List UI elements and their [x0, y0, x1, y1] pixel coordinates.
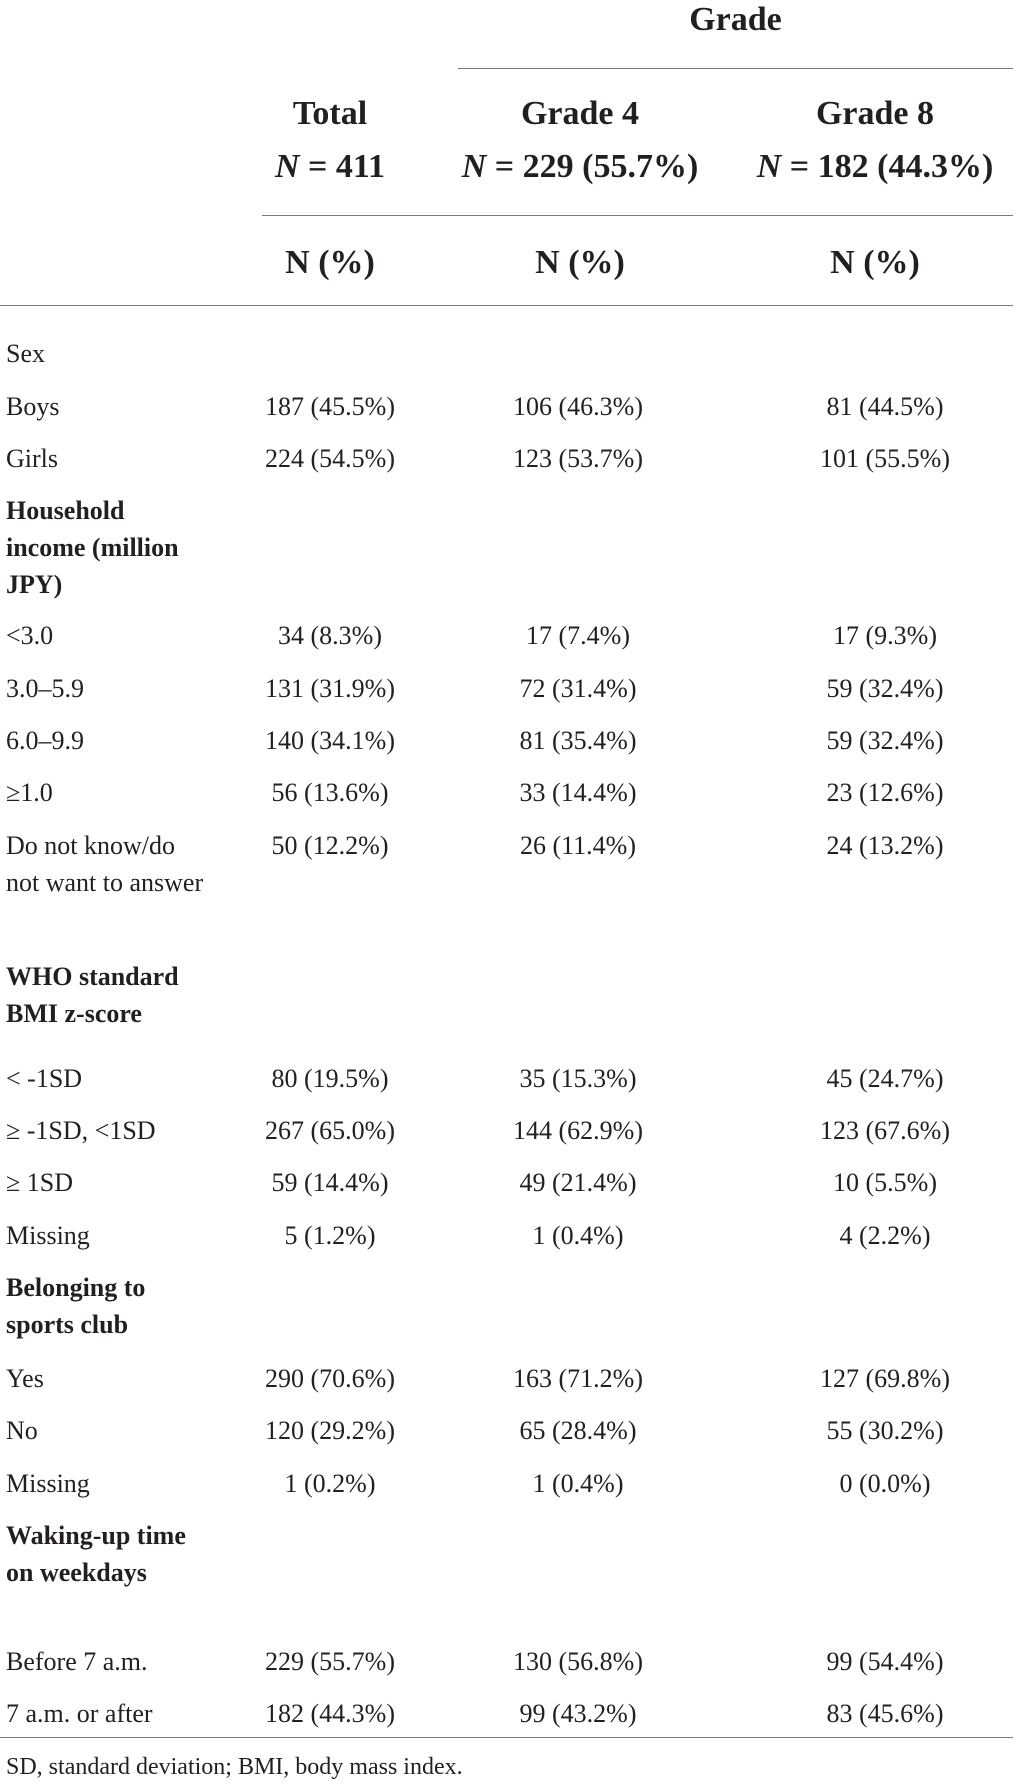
table-footnote: SD, standard deviation; BMI, body mass index. — [6, 1754, 463, 1780]
cell-grade4: 1 (0.4%) — [532, 1221, 624, 1250]
column-n-grade4: N = 229 (55.7%) — [461, 148, 699, 185]
cell-grade4: 17 (7.4%) — [526, 621, 630, 650]
cell-grade4: 49 (21.4%) — [519, 1168, 637, 1197]
cell-total: 229 (55.7%) — [265, 1647, 395, 1676]
grade-group-header: Grade — [689, 1, 782, 38]
cell-grade8: 0 (0.0%) — [839, 1469, 931, 1498]
cell-grade8: 4 (2.2%) — [839, 1221, 931, 1250]
cell-total: 182 (44.3%) — [265, 1699, 395, 1728]
row-label: Before 7 a.m. — [6, 1647, 148, 1676]
cell-grade8: 23 (12.6%) — [826, 778, 944, 807]
cell-grade8: 24 (13.2%) — [826, 831, 944, 860]
column-title-total: Total — [292, 95, 368, 132]
row-label: Girls — [6, 444, 58, 473]
cell-total: 267 (65.0%) — [265, 1116, 395, 1145]
cell-grade8: 59 (32.4%) — [826, 726, 944, 755]
cell-grade4: 26 (11.4%) — [519, 831, 636, 860]
cell-total: 1 (0.2%) — [284, 1469, 376, 1498]
cell-grade8: 59 (32.4%) — [826, 674, 944, 703]
column-header-rule — [262, 215, 1013, 216]
row-label: Do not know/do not want to answer — [6, 831, 204, 897]
table-bottom-rule — [0, 1737, 1013, 1738]
cell-total: 34 (8.3%) — [278, 621, 382, 650]
section-heading: Belonging to sports club — [6, 1273, 146, 1339]
cell-grade8: 123 (67.6%) — [820, 1116, 950, 1145]
cell-total: 120 (29.2%) — [265, 1416, 395, 1445]
row-label: < -1SD — [6, 1064, 83, 1093]
row-label: Missing — [6, 1221, 90, 1250]
stat-label-grade4: N (%) — [535, 244, 625, 281]
cell-grade4: 1 (0.4%) — [532, 1469, 624, 1498]
cell-total: 50 (12.2%) — [271, 831, 389, 860]
cell-grade4: 35 (15.3%) — [519, 1064, 637, 1093]
stat-label-total: N (%) — [285, 244, 375, 281]
row-label: ≥ 1SD — [6, 1168, 74, 1197]
column-title-grade4: Grade 4 — [520, 95, 640, 132]
cell-grade8: 55 (30.2%) — [826, 1416, 944, 1445]
cell-total: 56 (13.6%) — [271, 778, 389, 807]
grade-group-rule — [458, 68, 1013, 69]
row-label: ≥1.0 — [6, 778, 53, 807]
cell-grade4: 33 (14.4%) — [519, 778, 637, 807]
cell-grade8: 45 (24.7%) — [826, 1064, 944, 1093]
column-n-total: N = 411 — [274, 148, 386, 185]
cell-grade8: 17 (9.3%) — [833, 621, 937, 650]
row-label: 6.0–9.9 — [6, 726, 84, 755]
cell-grade8: 83 (45.6%) — [826, 1699, 944, 1728]
row-label: Yes — [6, 1364, 44, 1393]
cell-total: 59 (14.4%) — [271, 1168, 389, 1197]
row-label: Sex — [6, 339, 45, 368]
section-heading: Household income (million JPY) — [6, 496, 179, 599]
cell-total: 140 (34.1%) — [265, 726, 395, 755]
cell-grade8: 101 (55.5%) — [820, 444, 950, 473]
cell-total: 224 (54.5%) — [265, 444, 395, 473]
cell-grade4: 65 (28.4%) — [519, 1416, 637, 1445]
header-bottom-rule — [0, 305, 1013, 306]
cell-total: 131 (31.9%) — [265, 674, 395, 703]
cell-grade4: 163 (71.2%) — [513, 1364, 643, 1393]
cell-total: 5 (1.2%) — [284, 1221, 376, 1250]
cell-grade4: 99 (43.2%) — [519, 1699, 637, 1728]
cell-grade4: 123 (53.7%) — [513, 444, 643, 473]
cell-grade8: 10 (5.5%) — [833, 1168, 937, 1197]
cell-grade8: 127 (69.8%) — [820, 1364, 950, 1393]
cell-grade4: 144 (62.9%) — [513, 1116, 643, 1145]
cell-grade4: 106 (46.3%) — [513, 392, 643, 421]
cell-grade4: 72 (31.4%) — [519, 674, 637, 703]
cell-total: 187 (45.5%) — [265, 392, 395, 421]
row-label: Boys — [6, 392, 60, 421]
section-heading: WHO standard BMI z-score — [6, 962, 179, 1028]
row-label: 3.0–5.9 — [6, 674, 84, 703]
cell-total: 80 (19.5%) — [271, 1064, 389, 1093]
row-label: Missing — [6, 1469, 90, 1498]
row-label: 7 a.m. or after — [6, 1699, 153, 1728]
section-heading: Waking-up time on weekdays — [6, 1521, 186, 1587]
cell-grade8: 99 (54.4%) — [826, 1647, 944, 1676]
row-label: <3.0 — [6, 621, 54, 650]
cell-grade8: 81 (44.5%) — [826, 392, 944, 421]
cell-grade4: 81 (35.4%) — [519, 726, 637, 755]
column-title-grade8: Grade 8 — [815, 95, 935, 132]
row-label: No — [6, 1416, 38, 1445]
cell-grade4: 130 (56.8%) — [513, 1647, 643, 1676]
stat-label-grade8: N (%) — [830, 244, 920, 281]
cell-total: 290 (70.6%) — [265, 1364, 395, 1393]
column-n-grade8: N = 182 (44.3%) — [756, 148, 994, 185]
row-label: ≥ -1SD, <1SD — [6, 1116, 156, 1145]
